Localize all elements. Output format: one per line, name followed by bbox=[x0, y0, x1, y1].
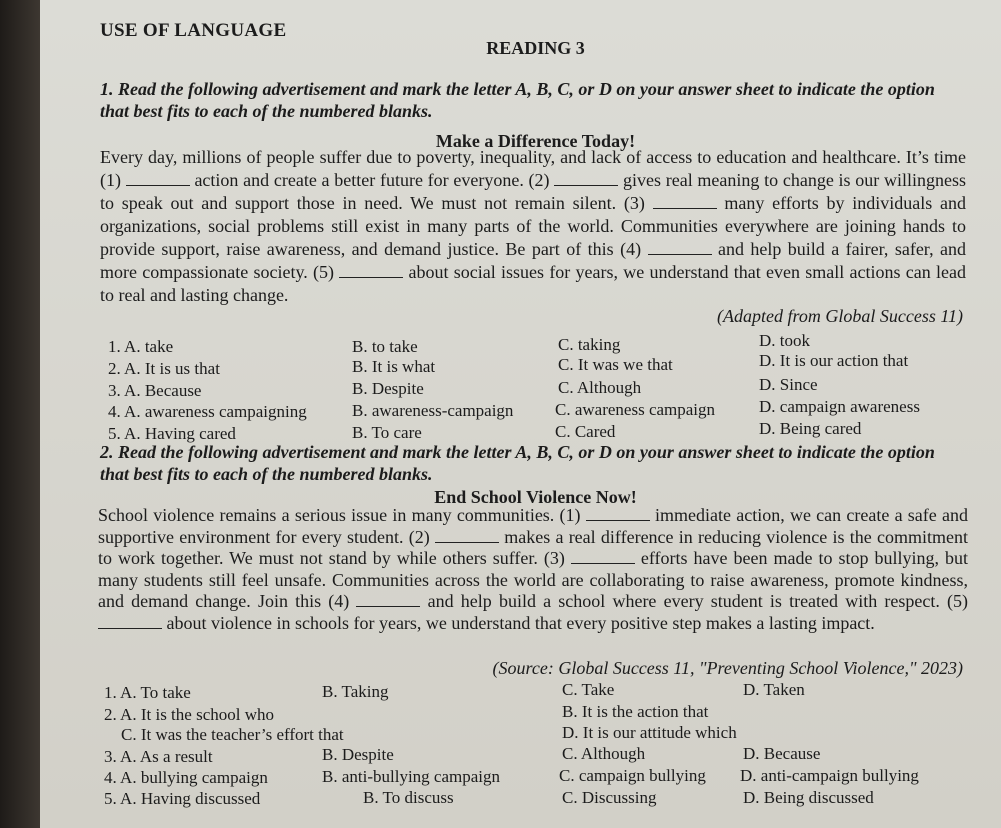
s1-q5-c: C. Cared bbox=[555, 422, 616, 441]
s2-q2-d: D. It is our attitude which bbox=[562, 723, 737, 742]
s1-q2-d: D. It is our action that bbox=[759, 351, 909, 370]
s2-q4-a: 4. A. bullying campaign bbox=[104, 768, 268, 787]
section-heading: USE OF LANGUAGE bbox=[100, 20, 287, 41]
s2-q4-b: B. anti-bullying campaign bbox=[322, 767, 500, 786]
passage-2: School violence remains a serious issue in many communities. (1) immediate action, we can create a safe and supportive environment for every student. (2) makes a real difference in reducing violence is the commitment to work together. We must not stand by while others suffer. (3) efforts have been made to stop bullying, but many students still feel unsafe. Communities across the world are collaborating to raise awareness, promote kindness, and demand change. Join this (4) and help build a school where every student is treated with respect. (5) about violence in schools for years, we understand that every positive step makes a lasting impact. bbox=[98, 505, 969, 633]
s2-q2-b: B. It is the action that bbox=[562, 702, 709, 721]
blank-5 bbox=[339, 263, 403, 278]
blank-3 bbox=[653, 194, 717, 209]
s1-q2-c: C. It was we that bbox=[558, 355, 673, 374]
s1-q3-c: C. Although bbox=[558, 378, 642, 397]
s1-q1-d: D. took bbox=[759, 331, 810, 350]
s2-q5-d: D. Being discussed bbox=[743, 788, 874, 807]
s2-q2-c: C. It was the teacher’s effort that bbox=[121, 725, 344, 744]
s2-q5-b: B. To discuss bbox=[363, 788, 454, 807]
s2-q5-a: 5. A. Having discussed bbox=[104, 789, 261, 808]
s1-q1-b: B. to take bbox=[352, 337, 418, 356]
s2-q3-c: C. Although bbox=[562, 744, 646, 763]
blank-5 bbox=[98, 614, 162, 629]
page-edge-shadow bbox=[0, 0, 40, 828]
s1-q3-a: 3. A. Because bbox=[108, 381, 202, 400]
passage-1: Every day, millions of people suffer due to poverty, inequality, and lack of access to education and healthcare. It’s time (1) action and create a better future for everyone. (2) gives real meaning to change is our willingness to speak out and support those in need. We must not remain silent. (3) many efforts by individuals and organizations, social problems still exist in many parts of the world. Communities everywhere are joining hands to provide support, raise awareness, and demand justice. Be part of this (4) and help build a fairer, safer, and more compassionate society. (5) about social issues for years, we understand that even small actions can lead to real and lasting change. bbox=[100, 147, 966, 305]
s2-q5-c: C. Discussing bbox=[562, 788, 657, 807]
s1-q1-a: 1. A. take bbox=[108, 337, 174, 356]
s1-q2-a: 2. A. It is us that bbox=[108, 359, 220, 378]
s1-q4-a: 4. A. awareness campaigning bbox=[108, 402, 307, 421]
s2-q1-d: D. Taken bbox=[743, 680, 805, 699]
s1-q3-b: B. Despite bbox=[352, 379, 424, 398]
s1-q5-b: B. To care bbox=[352, 423, 422, 442]
instruction-2: 2. Read the following advertisement and mark the letter A, B, C, or D on your answer sheet to indicate the option that best fits to each of the numbered blanks. bbox=[100, 442, 935, 484]
blank-2 bbox=[435, 528, 499, 543]
ad-title-1: Make a Difference Today! bbox=[435, 131, 636, 151]
blank-4 bbox=[648, 240, 712, 255]
s1-q3-d: D. Since bbox=[759, 375, 818, 394]
s1-q4-d: D. campaign awareness bbox=[759, 397, 920, 416]
s2-q4-d: D. anti-campaign bullying bbox=[740, 766, 919, 785]
reading-title: READING 3 bbox=[486, 38, 585, 58]
s2-q3-d: D. Because bbox=[743, 744, 821, 763]
s1-q2-b: B. It is what bbox=[352, 357, 436, 376]
blank-1 bbox=[126, 171, 190, 186]
s2-q1-c: C. Take bbox=[562, 680, 615, 699]
blank-2 bbox=[554, 171, 618, 186]
s1-q5-d: D. Being cared bbox=[759, 419, 862, 438]
blank-3 bbox=[571, 549, 635, 564]
source-2: (Source: Global Success 11, "Preventing School Violence," 2023) bbox=[492, 658, 963, 678]
blank-1 bbox=[586, 506, 650, 521]
s2-q1-b: B. Taking bbox=[322, 682, 389, 701]
s1-q1-c: C. taking bbox=[558, 335, 621, 354]
s1-q4-b: B. awareness-campaign bbox=[352, 401, 514, 420]
blank-4 bbox=[356, 592, 420, 607]
source-1: (Adapted from Global Success 11) bbox=[717, 306, 963, 326]
s2-q3-b: B. Despite bbox=[322, 745, 394, 764]
s2-q2-a: 2. A. It is the school who bbox=[104, 705, 274, 724]
instruction-1: 1. Read the following advertisement and mark the letter A, B, C, or D on your answer sheet to indicate the option that best fits to each of the numbered blanks. bbox=[100, 79, 935, 121]
s2-q3-a: 3. A. As a result bbox=[104, 747, 213, 766]
s1-q4-c: C. awareness campaign bbox=[555, 400, 716, 419]
s2-q4-c: C. campaign bullying bbox=[559, 766, 706, 785]
ad-title-2: End School Violence Now! bbox=[434, 487, 637, 507]
s2-q1-a: 1. A. To take bbox=[104, 683, 191, 702]
s1-q5-a: 5. A. Having cared bbox=[108, 424, 236, 443]
